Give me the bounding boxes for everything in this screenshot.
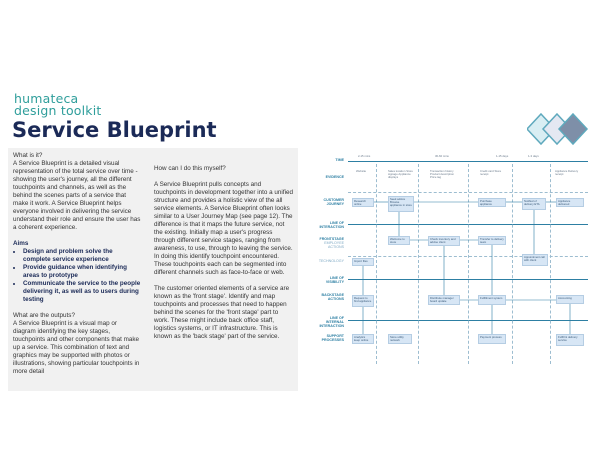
time-mark: 1-15 days	[496, 154, 509, 158]
backstage-step: Request to find appliance	[352, 295, 374, 307]
label-line-visibility: LINE OF VISIBILITY	[325, 276, 344, 284]
support-step: Analytics keep online	[352, 334, 374, 344]
label-line-internal: LINE OF INTERNAL INTERACTION	[319, 316, 344, 328]
label-line-interaction: LINE OF INTERACTION	[319, 221, 344, 229]
aim-item: • Design and problem solve the complete service experience	[23, 248, 141, 264]
evidence-item: Credit card Store receipt	[480, 169, 502, 177]
diamond-logo-icon	[527, 112, 589, 146]
outputs-heading: What are the outputs?	[13, 312, 75, 319]
brand-tagline: design toolkit	[14, 103, 102, 118]
evidence-item: Sales location Store signage Appliance displays	[388, 169, 413, 180]
backstage-step: Fulfillment system	[478, 295, 506, 305]
what-text: A Service Blueprint is a detailed visual representation of the total service over time - showing the user's journey, all the different touchpoints and channels, as well as the behind the scenes parts of a service that make it work. A Service Blueprint helps everyone involved in delivering the service understand their role and ensure the user has a coherent experience.	[13, 160, 141, 231]
technology-step: Import files	[352, 258, 374, 266]
brand-name: humateca	[14, 91, 79, 106]
journey-step: Appliance delivered	[556, 198, 584, 207]
label-frontstage: FRONTSTAGE EMPLOYEE ACTIONS	[319, 237, 344, 249]
how-paragraph-1: A Service Blueprint pulls concepts and touchpoints in development together into a unified structure and provides a holistic view of the all service elements. A Service Blueprint often looks similar to a User Journey Map (see page 12). The difference is that it maps the future service, not the existing. Initially map a user's progress through different service stages, ranging from awareness, to use, through to leaving the service. In doing this identify touchpoint encountered. These touchpoints each can be segmented into different channels such as face-to-face or web.	[154, 181, 293, 276]
what-heading: What is it?	[13, 152, 43, 159]
journey-step: Research online	[352, 198, 374, 207]
evidence-item: Website	[356, 169, 367, 173]
frontstage-step: Welcome to store	[388, 236, 410, 245]
time-mark: 2-15 mins	[358, 154, 371, 158]
support-step: Payment process	[478, 334, 506, 344]
backstage-step: Distribute manager board update	[428, 295, 460, 305]
support-step: Store utility network	[388, 334, 412, 344]
label-backstage: BACKSTAGE ACTIONS	[321, 293, 344, 301]
label-evidence: EVIDENCE	[325, 175, 344, 179]
journey-step: Notified of delivery ETA	[522, 198, 546, 210]
aim-item: • Communicate the service to the people delivering it, as well as to users during testing	[23, 280, 141, 304]
evidence-item: Appliance Delivery receipt	[555, 169, 579, 177]
frontstage-step: Appointment call with client	[522, 254, 548, 266]
journey-step: Purchase appliance	[478, 198, 506, 207]
journey-step: Seek advice Browse appliance in store	[388, 196, 414, 212]
backstage-step: Accounting	[556, 295, 584, 304]
support-step: Fulfill & delivery service	[556, 334, 584, 346]
connector-arrows	[300, 150, 592, 395]
aims-list	[13, 248, 141, 304]
time-mark: 1-3 days	[528, 154, 539, 158]
left-column	[13, 152, 141, 376]
label-technology: TECHNOLOGY	[318, 259, 344, 263]
label-journey: CUSTOMER JOURNEY	[323, 198, 344, 206]
how-paragraph-2: The customer oriented elements of a service are known as the 'front stage'. Identify and map touchpoints and processes that need to happen behind the scenes for the 'front stage' part to work. These might include back office staff, logistics systems, or IT infrastructure. This is known as the 'back stage' part of the service.	[154, 285, 290, 340]
right-column	[154, 165, 294, 341]
time-mark: 30-60 mins	[435, 154, 449, 158]
aims-heading: Aims	[13, 240, 29, 247]
label-support: SUPPORT PROCESSES	[321, 334, 344, 342]
frontstage-step: Check inventory and advise client	[428, 236, 460, 246]
how-heading: How can I do this myself?	[154, 165, 226, 172]
label-time: TIME	[335, 158, 344, 162]
frontstage-step: Transfer to delivery team	[478, 236, 506, 245]
brand-wordmark	[14, 93, 102, 117]
aim-item: • Provide guidance when identifying areas to prototype	[23, 264, 141, 280]
service-blueprint-diagram	[300, 150, 592, 395]
page-title: Service Blueprint	[12, 118, 217, 142]
outputs-text: A Service Blueprint is a visual map or diagram identifying the key stages, touchpoints and other components that make up a service. This combination of text and graphics may be supported with photos or illustrations, showing particular touchpoints in more detail	[13, 320, 140, 375]
evidence-item: Transaction history Product description Price tag	[430, 169, 454, 180]
